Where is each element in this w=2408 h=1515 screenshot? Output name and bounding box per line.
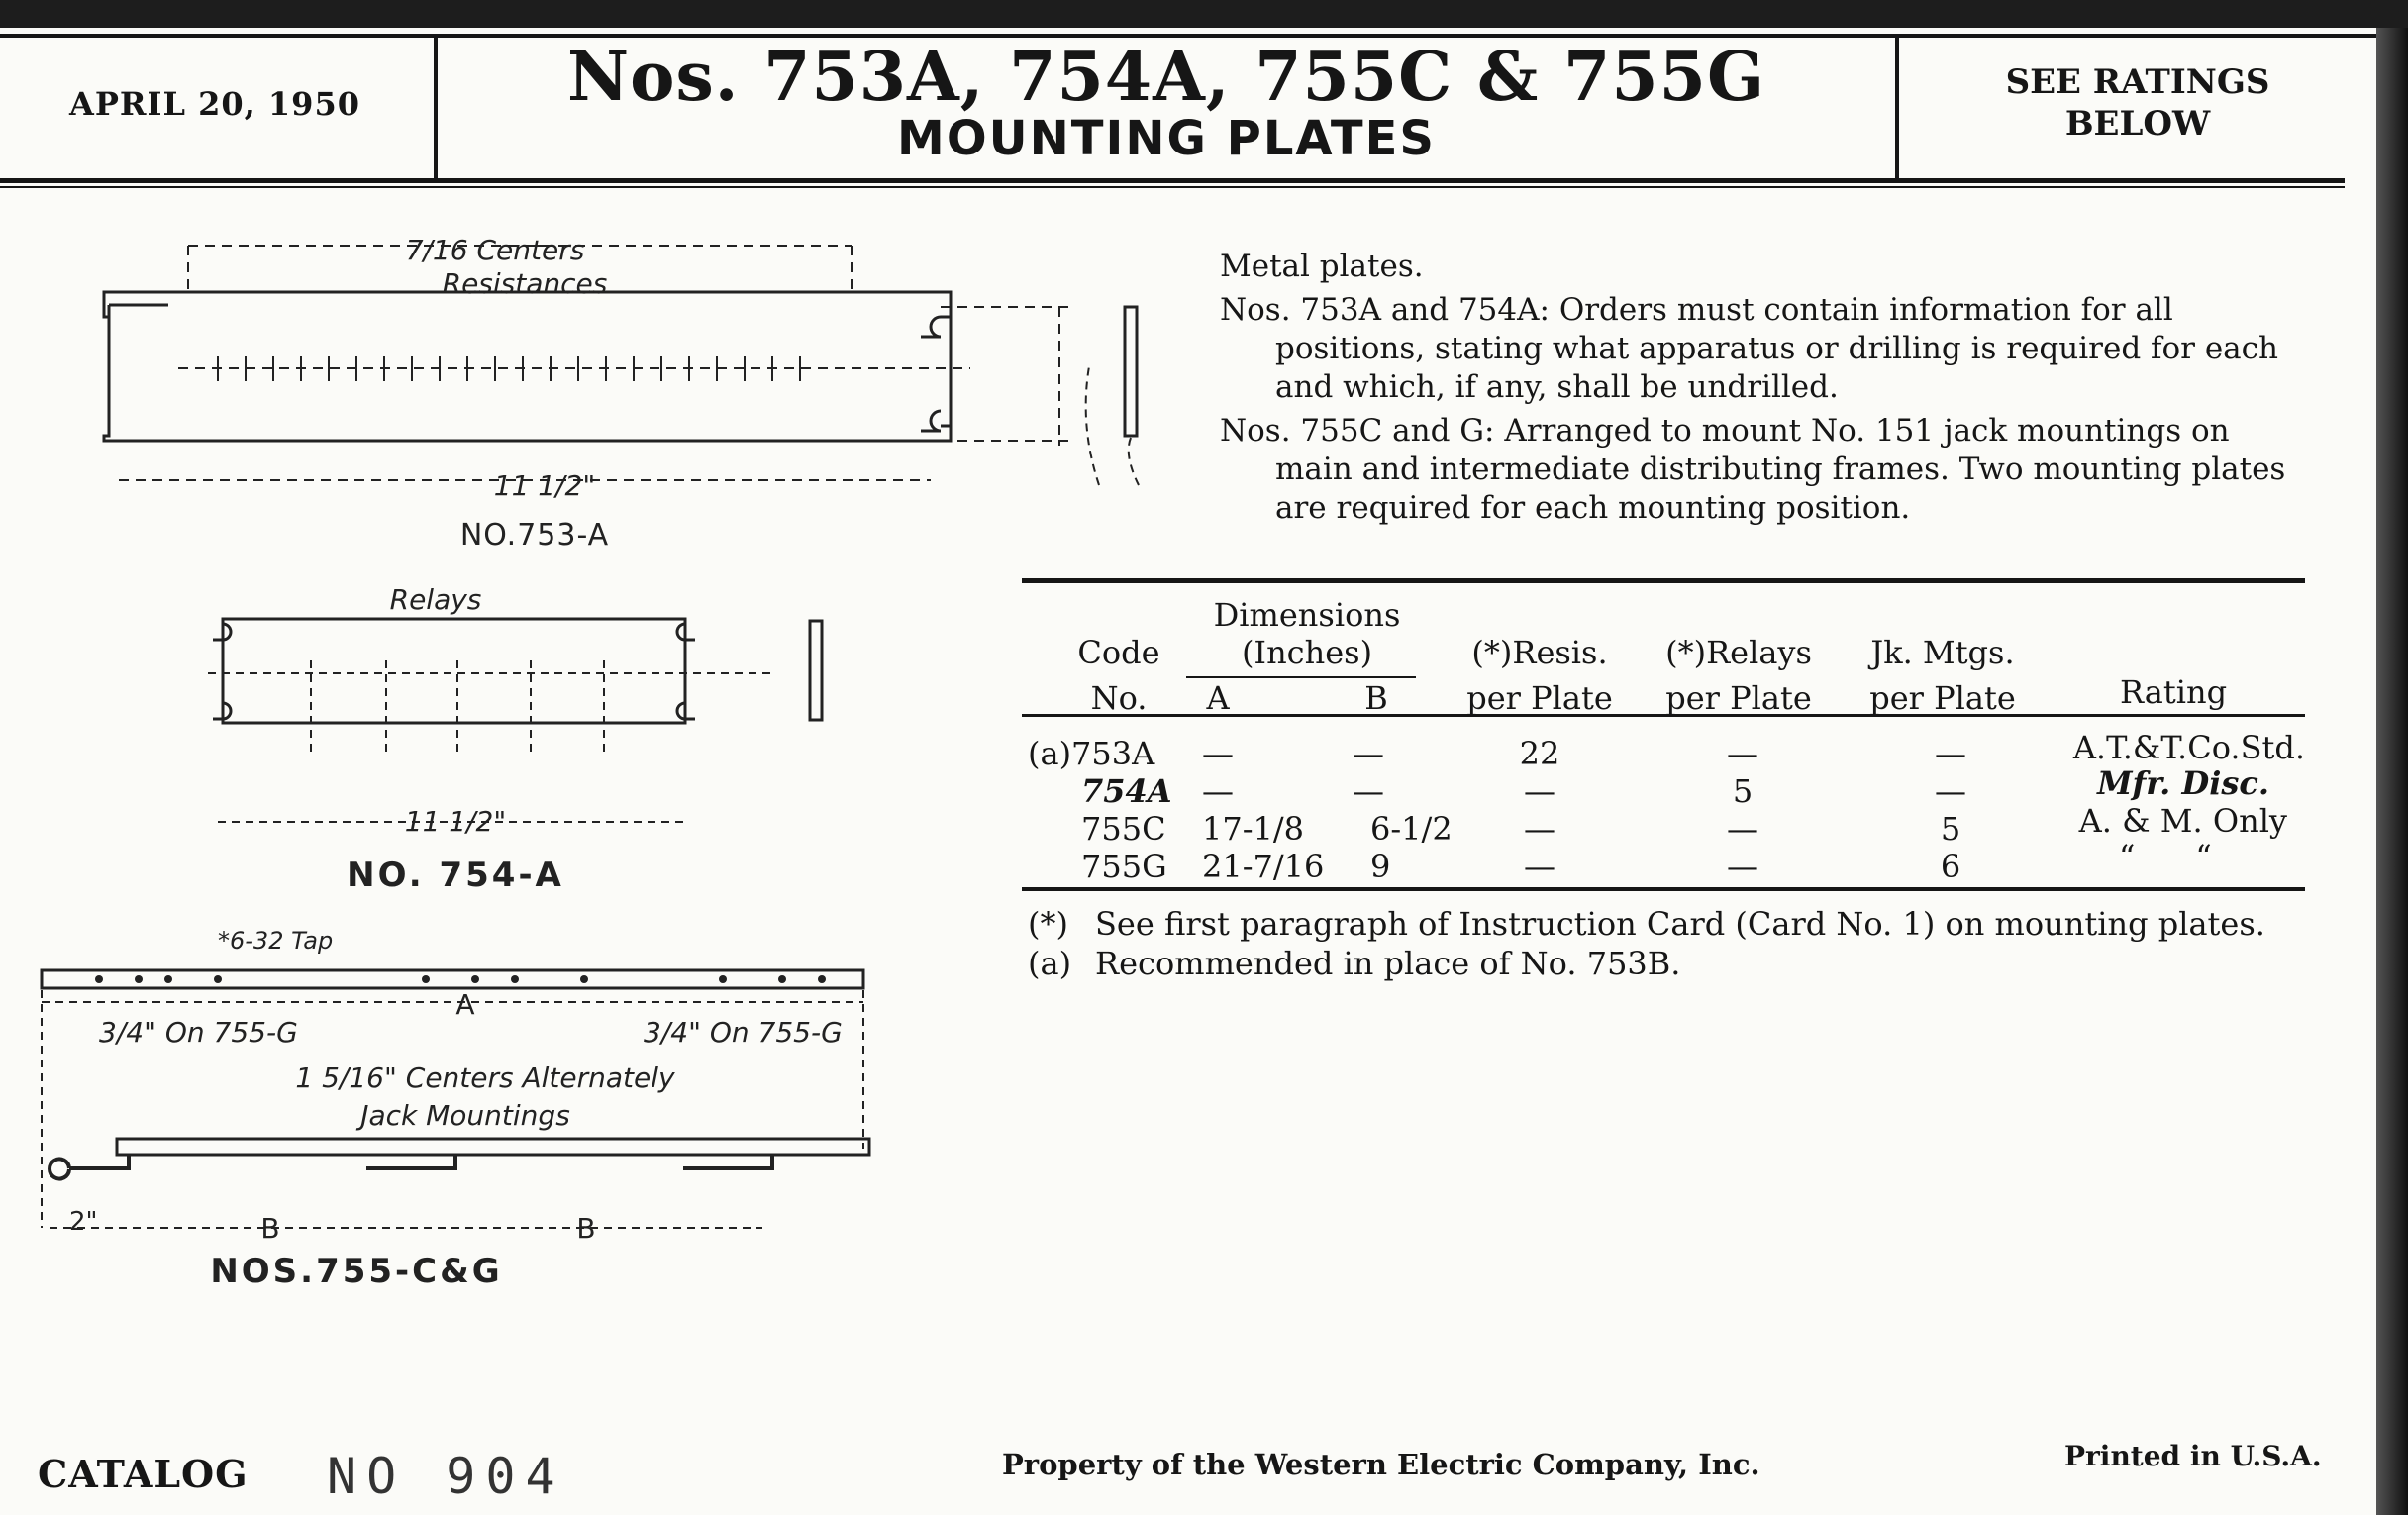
drawing-753a-label: NO.753-A bbox=[459, 518, 610, 553]
table-cell-rating: “ “ bbox=[2119, 838, 2212, 875]
col-header-dims-2: (Inches) bbox=[1241, 634, 1373, 671]
drawing-754a bbox=[99, 579, 871, 896]
table-cell-resis: — bbox=[1524, 848, 1555, 885]
col-header-code-1: Code bbox=[1077, 634, 1160, 671]
header-rule-thin bbox=[0, 186, 2345, 188]
drawing-755-two: 2" bbox=[69, 1207, 98, 1237]
scan-edge bbox=[2376, 0, 2408, 1515]
footnote-a-text: Recommended in place of No. 753B. bbox=[1095, 945, 1681, 982]
col-header-jk-2: per Plate bbox=[1869, 679, 2016, 717]
footnote-star bbox=[1028, 905, 2265, 943]
table-cell-rating: Mfr. Disc. bbox=[2097, 764, 2269, 802]
col-header-dim-a: A bbox=[1206, 679, 1230, 717]
page-subtitle: MOUNTING PLATES bbox=[897, 111, 1436, 166]
table-cell-relays: — bbox=[1727, 848, 1758, 885]
col-header-jk-1: Jk. Mtgs. bbox=[1870, 634, 2015, 671]
drawing-755-jack: Jack Mountings bbox=[360, 1099, 570, 1132]
table-cell-code: (a)753A bbox=[1028, 735, 1155, 772]
ratings-note-line2: BELOW bbox=[2064, 104, 2211, 144]
table-cell-code: 754A bbox=[1081, 772, 1172, 810]
table-cell-rating: A. & M. Only bbox=[2078, 802, 2287, 840]
ratings-note-line1: SEE RATINGS bbox=[2005, 62, 2270, 102]
drawing-754a-length: 11 1/2" bbox=[404, 805, 507, 838]
footer-property: Property of the Western Electric Company, Inc. bbox=[1002, 1448, 1760, 1481]
footnote-star-mark: (*) bbox=[1028, 905, 1068, 943]
footnote-star-text: See first paragraph of Instruction Card (Card No. 1) on mounting plates. bbox=[1095, 905, 2265, 943]
table-cell-code: 755G bbox=[1081, 848, 1167, 885]
col-header-code-2: No. bbox=[1090, 679, 1148, 717]
description-para-753-754: Nos. 753A and 754A: Orders must contain information for all positions, stating what apparatus or drilling is required for each and which, if any, shall be undrilled. bbox=[1220, 292, 2278, 405]
table-cell-relays: 5 bbox=[1732, 772, 1754, 810]
drawing-753a bbox=[30, 218, 1198, 555]
page-title: Nos. 753A, 754A, 755C & 755G bbox=[566, 38, 1766, 117]
description-para-755: Nos. 755C and G: Arranged to mount No. 151 jack mountings on main and intermediate distributing frames. Two mounting plates are required for each mounting position. bbox=[1220, 413, 2286, 526]
table-cell-b: 9 bbox=[1370, 848, 1391, 885]
col-header-rating: Rating bbox=[2119, 673, 2228, 711]
drawing-755-dim-a: A bbox=[455, 988, 475, 1021]
footnote-a bbox=[1028, 945, 1680, 982]
table-cell-code: 755C bbox=[1081, 810, 1166, 848]
drawing-753a-resistances: Resistances bbox=[442, 267, 608, 300]
dims-underline bbox=[1186, 676, 1416, 678]
drawing-755-centers: 1 5/16" Centers Alternately bbox=[295, 1061, 675, 1094]
header-bottom-rule bbox=[0, 178, 2345, 183]
drawing-753a-length: 11 1/2" bbox=[493, 469, 596, 502]
issue-date: APRIL 20, 1950 bbox=[69, 85, 360, 123]
table-cell-b: — bbox=[1353, 735, 1384, 772]
scan-top-edge bbox=[0, 0, 2408, 28]
table-cell-jk: — bbox=[1935, 772, 1966, 810]
col-header-resis-1: (*)Resis. bbox=[1471, 634, 1608, 671]
drawing-755cg bbox=[30, 931, 1000, 1287]
table-cell-rating: A.T.&T.Co.Std. bbox=[2072, 729, 2305, 766]
col-header-dims-1: Dimensions bbox=[1213, 596, 1401, 634]
drawing-754a-relays: Relays bbox=[389, 583, 482, 616]
footer-catalog: CATALOG bbox=[38, 1452, 249, 1496]
col-header-dim-b: B bbox=[1364, 679, 1388, 717]
table-cell-jk: — bbox=[1935, 735, 1966, 772]
footer-catalog-number: NO 904 bbox=[327, 1448, 565, 1505]
table-cell-relays: — bbox=[1727, 735, 1758, 772]
table-cell-jk: 6 bbox=[1940, 848, 1961, 885]
drawing-754a-label: NO. 754-A bbox=[347, 856, 564, 895]
table-cell-resis: — bbox=[1524, 810, 1555, 848]
drawing-755-on-right: 3/4" On 755-G bbox=[644, 1016, 843, 1049]
footer-printed: Printed in U.S.A. bbox=[2064, 1440, 2322, 1472]
table-cell-b: — bbox=[1353, 772, 1384, 810]
description-intro: Metal plates. bbox=[1220, 249, 1424, 284]
drawing-755-label: NOS.755-C&G bbox=[210, 1252, 503, 1287]
col-header-relays-1: (*)Relays bbox=[1665, 634, 1812, 671]
drawing-755-tap: *6-32 Tap bbox=[218, 931, 334, 955]
table-top-rule bbox=[1022, 578, 2305, 583]
col-header-resis-2: per Plate bbox=[1466, 679, 1613, 717]
footnote-a-mark: (a) bbox=[1028, 945, 1072, 982]
table-cell-a: — bbox=[1202, 772, 1234, 810]
drawing-753a-centers: 7/16 Centers bbox=[405, 234, 585, 266]
table-cell-b: 6-1/2 bbox=[1370, 810, 1453, 848]
table-cell-jk: 5 bbox=[1940, 810, 1961, 848]
description bbox=[1220, 248, 2304, 533]
table-cell-resis: — bbox=[1524, 772, 1555, 810]
col-header-relays-2: per Plate bbox=[1665, 679, 1812, 717]
ratings-note bbox=[1899, 61, 2376, 145]
table-cell-a: — bbox=[1202, 735, 1234, 772]
table-cell-a: 17-1/8 bbox=[1202, 810, 1305, 848]
drawing-755-dim-b2: B bbox=[576, 1212, 596, 1245]
table-cell-resis: 22 bbox=[1519, 735, 1560, 772]
drawing-755-on-left: 3/4" On 755-G bbox=[99, 1016, 298, 1049]
table-cell-relays: — bbox=[1727, 810, 1758, 848]
table-cell-a: 21-7/16 bbox=[1202, 848, 1325, 885]
drawing-755-dim-b1: B bbox=[260, 1212, 280, 1245]
table-bottom-rule bbox=[1022, 887, 2305, 891]
